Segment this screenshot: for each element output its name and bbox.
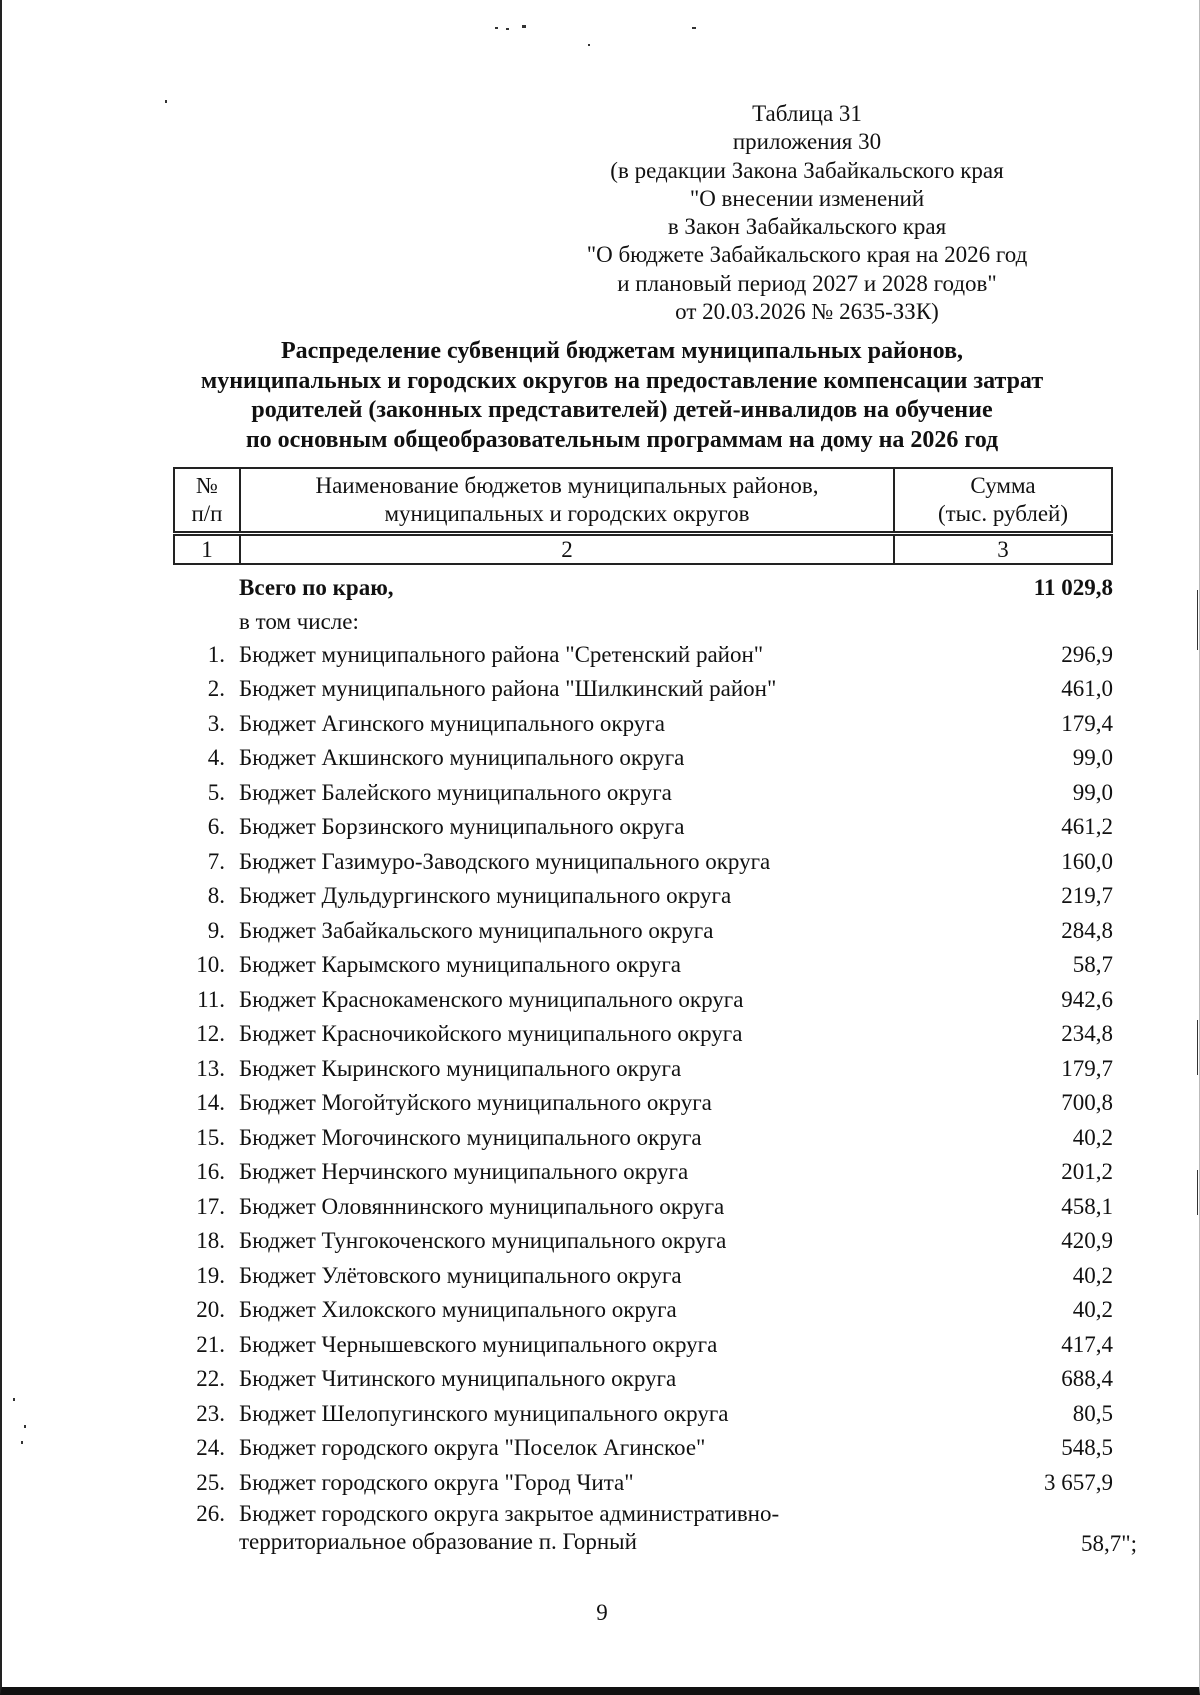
row-value: 234,8 bbox=[1061, 1021, 1113, 1046]
document-title bbox=[152, 337, 1092, 455]
header-text: Сумма bbox=[970, 473, 1036, 498]
row-number: 23. bbox=[196, 1400, 225, 1426]
scan-edge bbox=[1197, 590, 1198, 650]
heading-line: и плановый период 2027 и 2028 годов" bbox=[617, 270, 997, 296]
row-value: 179,4 bbox=[1061, 710, 1113, 736]
row-number: 21. bbox=[196, 1331, 225, 1357]
table-row bbox=[173, 707, 1113, 742]
row-value: 461,2 bbox=[1061, 814, 1113, 839]
row-name: Бюджет Нерчинского муниципального округа bbox=[239, 1159, 689, 1184]
row-name: Бюджет Чернышевского муниципального округа bbox=[239, 1331, 718, 1357]
table-column-numbers-row bbox=[174, 534, 1112, 565]
header-cell-amount bbox=[894, 468, 1112, 534]
row-value: 40,2 bbox=[1072, 1262, 1113, 1288]
table-row bbox=[173, 1086, 1113, 1121]
row-number: 12. bbox=[196, 1021, 225, 1046]
header-cell-name bbox=[240, 468, 894, 534]
row-number: 15. bbox=[196, 1124, 225, 1150]
table-row bbox=[173, 948, 1113, 983]
table-row bbox=[173, 1431, 1113, 1466]
row-value: 80,5 bbox=[1072, 1400, 1113, 1426]
table-row bbox=[173, 983, 1113, 1018]
scan-speck bbox=[21, 1441, 23, 1444]
heading-line: "О внесении изменений bbox=[689, 185, 925, 211]
row-number: 19. bbox=[196, 1262, 225, 1288]
row-number: 8. bbox=[207, 883, 225, 908]
row-name: Бюджет Забайкальского муниципального округа bbox=[239, 917, 714, 943]
including-label: в том числе: bbox=[239, 608, 359, 634]
row-number: 24. bbox=[196, 1435, 225, 1460]
row-value: 179,7 bbox=[1061, 1055, 1113, 1081]
row-value: 420,9 bbox=[1061, 1228, 1113, 1253]
table-row bbox=[173, 1466, 1113, 1501]
header-text: № bbox=[196, 473, 218, 498]
table-row bbox=[173, 1190, 1113, 1225]
row-name-line: территориальное образование п. Горный bbox=[239, 1529, 637, 1554]
total-value: 11 029,8 bbox=[1033, 575, 1113, 600]
heading-line: приложения 30 bbox=[732, 129, 882, 155]
scan-speck bbox=[506, 28, 509, 30]
row-number: 10. bbox=[196, 952, 225, 977]
table-row bbox=[173, 1362, 1113, 1397]
row-number: 1. bbox=[207, 641, 225, 667]
row-number: 13. bbox=[196, 1055, 225, 1081]
row-number: 2. bbox=[207, 676, 225, 701]
row-number: 6. bbox=[207, 814, 225, 839]
row-name: Бюджет Тунгокоченского муниципального округа bbox=[239, 1228, 727, 1253]
header-text: п/п bbox=[191, 501, 223, 526]
row-name: Бюджет Борзинского муниципального округа bbox=[239, 814, 685, 839]
row-name: Бюджет муниципального района "Сретенский район" bbox=[239, 641, 764, 667]
row-value: 458,1 bbox=[1061, 1193, 1113, 1219]
row-name: Бюджет Улётовского муниципального округа bbox=[239, 1262, 682, 1288]
scan-speck bbox=[588, 44, 590, 46]
scan-speck bbox=[495, 27, 498, 29]
row-name bbox=[239, 1500, 779, 1556]
header-text: Наименование бюджетов муниципальных районов, bbox=[315, 473, 819, 498]
row-number: 17. bbox=[196, 1193, 225, 1219]
row-name: Бюджет Карымского муниципального округа bbox=[239, 952, 682, 977]
total-label: Всего по краю, bbox=[239, 575, 394, 600]
heading-line: Таблица 31 bbox=[752, 101, 862, 126]
row-name: Бюджет Краснокаменского муниципального округа bbox=[239, 986, 744, 1012]
row-name: Бюджет Читинского муниципального округа bbox=[239, 1366, 677, 1391]
table-row bbox=[173, 1052, 1113, 1087]
row-number: 16. bbox=[196, 1159, 225, 1184]
row-name: Бюджет Акшинского муниципального округа bbox=[239, 745, 685, 770]
table-row bbox=[173, 672, 1113, 707]
table-row bbox=[173, 1500, 1137, 1558]
scan-speck bbox=[24, 1425, 26, 1428]
document-heading bbox=[547, 100, 1067, 326]
heading-line: (в редакции Закона Забайкальского края bbox=[610, 157, 1004, 183]
row-number: 5. bbox=[207, 779, 225, 805]
column-number: 3 bbox=[894, 534, 1112, 565]
row-value: 461,0 bbox=[1061, 676, 1113, 701]
heading-line: в Закон Забайкальского края bbox=[667, 214, 947, 240]
row-value: 40,2 bbox=[1072, 1124, 1113, 1150]
table-row bbox=[173, 1121, 1113, 1156]
row-name: Бюджет Кыринского муниципального округа bbox=[239, 1055, 682, 1081]
row-name: Бюджет Могойтуйского муниципального округа bbox=[239, 1090, 712, 1115]
header-cell-number bbox=[174, 468, 240, 534]
table-body bbox=[173, 571, 1137, 1558]
table-row bbox=[173, 1397, 1113, 1432]
heading-line: от 20.03.2026 № 2635-ЗЗК) bbox=[675, 299, 939, 325]
row-number: 18. bbox=[196, 1228, 225, 1253]
row-name: Бюджет муниципального района "Шилкинский район" bbox=[239, 676, 777, 701]
scan-speck bbox=[13, 1398, 15, 1401]
heading-line: "О бюджете Забайкальского края на 2026 год bbox=[586, 242, 1028, 268]
row-number: 11. bbox=[197, 986, 225, 1012]
scan-speck bbox=[692, 27, 696, 29]
row-number: 26. bbox=[196, 1501, 225, 1526]
row-number: 20. bbox=[196, 1297, 225, 1322]
row-value: 942,6 bbox=[1061, 986, 1113, 1012]
column-number: 1 bbox=[174, 534, 240, 565]
row-value: 58,7 bbox=[1072, 952, 1113, 977]
title-line: муниципальных и городских округов на предоставление компенсации затрат bbox=[200, 367, 1044, 394]
table-row bbox=[173, 1155, 1113, 1190]
row-value: 3 657,9 bbox=[1044, 1469, 1113, 1495]
row-name: Бюджет Могочинского муниципального округа bbox=[239, 1124, 702, 1150]
row-value: 160,0 bbox=[1061, 848, 1113, 874]
including-row bbox=[173, 606, 1113, 638]
table-row bbox=[173, 1328, 1113, 1363]
table-row bbox=[173, 741, 1113, 776]
scan-edge bbox=[1197, 1020, 1198, 1075]
scan-speck bbox=[165, 100, 167, 103]
row-name: Бюджет Оловяннинского муниципального округа bbox=[239, 1193, 725, 1219]
row-name: Бюджет Красночикойского муниципального округа bbox=[239, 1021, 743, 1046]
title-line: родителей (законных представителей) детей-инвалидов на обучение bbox=[251, 397, 993, 423]
table-row bbox=[173, 1259, 1113, 1294]
table-row bbox=[173, 810, 1113, 845]
row-number: 25. bbox=[196, 1469, 225, 1495]
row-value: 688,4 bbox=[1061, 1366, 1113, 1391]
row-value: 700,8 bbox=[1061, 1090, 1113, 1115]
row-value: 201,2 bbox=[1061, 1159, 1113, 1184]
row-name: Бюджет Дульдургинского муниципального округа bbox=[239, 883, 732, 908]
row-value: 417,4 bbox=[1061, 1331, 1113, 1357]
table-row bbox=[173, 914, 1113, 949]
row-number: 22. bbox=[196, 1366, 225, 1391]
row-name: Бюджет городского округа "Поселок Агинское" bbox=[239, 1435, 706, 1460]
row-number: 4. bbox=[207, 745, 225, 770]
header-text: муниципальных и городских округов bbox=[384, 501, 750, 526]
row-name-line: Бюджет городского округа закрытое административно- bbox=[239, 1501, 780, 1526]
row-value: 296,9 bbox=[1061, 641, 1113, 667]
total-row bbox=[173, 571, 1113, 606]
table-row bbox=[173, 879, 1113, 914]
table-row bbox=[173, 638, 1113, 673]
row-number: 14. bbox=[196, 1090, 225, 1115]
row-value: 99,0 bbox=[1072, 745, 1113, 770]
table-row bbox=[173, 1293, 1113, 1328]
title-line: по основным общеобразовательным программам на дому на 2026 год bbox=[245, 426, 999, 453]
table-header bbox=[173, 467, 1113, 565]
table-row bbox=[173, 1017, 1113, 1052]
row-value: 548,5 bbox=[1061, 1435, 1113, 1460]
row-name: Бюджет Балейского муниципального округа bbox=[239, 779, 672, 805]
row-value: 219,7 bbox=[1061, 883, 1113, 908]
row-value: 40,2 bbox=[1072, 1297, 1113, 1322]
column-number: 2 bbox=[240, 534, 894, 565]
scan-edge bbox=[1197, 1170, 1198, 1215]
page-number: 9 bbox=[596, 1600, 608, 1625]
row-name: Бюджет Шелопугинского муниципального округа bbox=[239, 1400, 729, 1426]
table-header-row bbox=[174, 468, 1112, 534]
scan-speck bbox=[522, 25, 526, 28]
row-name: Бюджет Агинского муниципального округа bbox=[239, 710, 665, 736]
row-name: Бюджет Хилокского муниципального округа bbox=[239, 1297, 677, 1322]
row-name: Бюджет городского округа "Город Чита" bbox=[239, 1469, 634, 1495]
row-value: 58,7"; bbox=[1080, 1531, 1137, 1556]
row-value: 99,0 bbox=[1072, 779, 1113, 805]
row-name: Бюджет Газимуро-Заводского муниципального округа bbox=[239, 848, 771, 874]
row-number: 9. bbox=[207, 917, 225, 943]
table-row bbox=[173, 776, 1113, 811]
row-number: 3. bbox=[207, 710, 225, 736]
row-value: 284,8 bbox=[1061, 917, 1113, 943]
title-line: Распределение субвенций бюджетам муниципальных районов, bbox=[280, 338, 964, 364]
header-text: (тыс. рублей) bbox=[937, 501, 1069, 526]
table-row bbox=[173, 845, 1113, 880]
row-number: 7. bbox=[207, 848, 225, 874]
table-row bbox=[173, 1224, 1113, 1259]
